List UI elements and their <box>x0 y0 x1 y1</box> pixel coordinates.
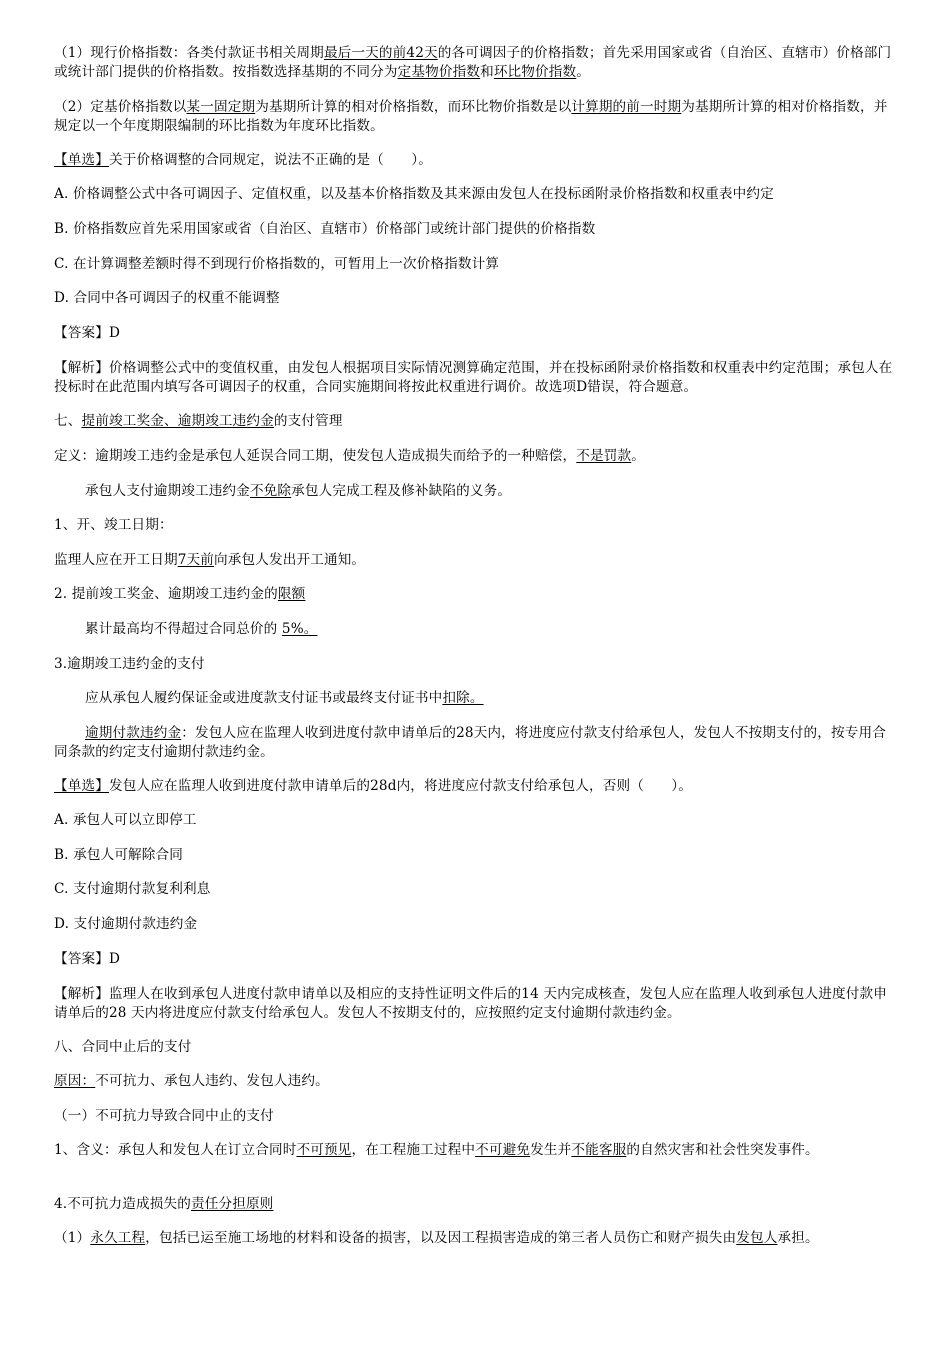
item-3-heading <box>54 655 896 674</box>
underlined-text: 不是罚款 <box>576 448 632 464</box>
text-run: 1、含义：承包人和发包人在订立合同时 <box>54 1142 297 1158</box>
text-run: 【答案】D <box>54 951 121 967</box>
text-run: ：发包人应在监理人收到进度付款申请单后的28天内，将进度应付款支付给承包人，发包人不按期支付的，按专用合同条款的约定支付逾期付款违约金。 <box>54 725 886 760</box>
item-2-heading <box>54 585 896 604</box>
text-run: 应从承包人履约保证金或进度款支付证书或最终支付证书中 <box>85 690 443 706</box>
limit-rule <box>85 620 896 639</box>
question-1-stem <box>54 151 896 170</box>
text-run: 八、合同中止后的支付 <box>54 1039 192 1055</box>
definition-delay-penalty <box>54 447 896 466</box>
question-1-option-b <box>54 220 896 239</box>
underlined-text: 不免除 <box>249 483 292 499</box>
question-2-answer <box>54 950 896 969</box>
underlined-text: 责任分担原则 <box>190 1196 274 1212</box>
text-run: 为基期所计算的相对价格指数，而环比物价指数是以 <box>255 99 572 115</box>
underlined-text: 不能客服 <box>571 1142 627 1158</box>
start-notice-rule <box>54 551 896 570</box>
underlined-text: 7天前 <box>177 552 214 568</box>
item-4-heading <box>54 1195 896 1214</box>
subsection-1-heading <box>54 1107 896 1126</box>
question-2-option-b <box>54 846 896 865</box>
underlined-text: 【单选】 <box>54 778 109 794</box>
question-2-option-d <box>54 915 896 934</box>
underlined-text: 5%。 <box>281 621 318 637</box>
question-2-explanation <box>54 985 896 1023</box>
text-run: D. 合同中各可调因子的权重不能调整 <box>54 290 280 306</box>
text-run: A. 价格调整公式中各可调因子、定值权重，以及基本价格指数及其来源由发包人在投标函附录价格指数和权重表中约定 <box>54 186 774 202</box>
underlined-text: 逾期付款违约金 <box>85 725 182 741</box>
text-run: 【解析】监理人在收到承包人进度付款申请单以及相应的支持性证明文件后的14 天内完成核查，发包人应在监理人收到承包人进度付款申请单后的28 天内将进度应付款支付给承包人。发包人不按期支付的，应按照约定支付逾期付款违约金。 <box>54 986 887 1021</box>
text-run: B. 承包人可解除合同 <box>54 847 184 863</box>
underlined-text: 最后一天的前42天 <box>323 45 438 61</box>
text-run: ，在工程施工过程中 <box>351 1142 476 1158</box>
text-run: A. 承包人可以立即停工 <box>54 812 197 828</box>
text-run: 定义：逾期竣工违约金是承包人延误合同工期，使发包人造成损失而给予的一种赔偿， <box>54 448 577 464</box>
section-7-heading <box>54 412 896 431</box>
underlined-text: 提前竣工奖金、逾期竣工违约金 <box>81 413 274 429</box>
text-run: （1）现行价格指数：各类付款证书相关周期 <box>54 45 324 61</box>
text-run: 的各可调因子的价格指数；首先采用国家或省（自治区、直辖市）价格部门或统计部门提供的价格指数。按指数选择基期的不同分为 <box>54 45 892 80</box>
section-8-heading <box>54 1038 896 1057</box>
underlined-text: 原因： <box>54 1073 96 1089</box>
question-2-option-c <box>54 880 896 899</box>
item-1-heading <box>54 516 896 535</box>
paragraph-current-price-index <box>54 44 896 82</box>
text-run: 承包人完成工程及修补缺陷的义务。 <box>291 483 512 499</box>
underlined-text: 计算期的前一时期 <box>571 99 682 115</box>
question-1-option-a <box>54 185 896 204</box>
late-payment-penalty-rule <box>54 724 896 762</box>
text-run: C. 支付逾期付款复利利息 <box>54 881 211 897</box>
text-run: 不可抗力、承包人违约、发包人违约。 <box>95 1073 329 1089</box>
termination-causes <box>54 1072 896 1091</box>
text-run: 关于价格调整的合同规定，说法不正确的是（ ）。 <box>108 152 433 168</box>
text-run: 4.不可抗力造成损失的 <box>54 1196 191 1212</box>
text-run: 发包人应在监理人收到进度付款申请单后的28d内，将进度应付款支付给承包人，否则（ ）。 <box>108 778 693 794</box>
text-run: 向承包人发出开工通知。 <box>214 552 366 568</box>
text-run: 承担。 <box>777 1230 819 1246</box>
underlined-text: 限额 <box>277 586 306 602</box>
text-run: 和 <box>480 64 494 80</box>
text-run: （2）定基价格指数以 <box>54 99 187 115</box>
paragraph-base-price-index <box>54 98 896 136</box>
underlined-text: 扣除。 <box>442 690 484 706</box>
question-1-option-d <box>54 289 896 308</box>
text-run: （一）不可抗力导致合同中止的支付 <box>54 1108 274 1124</box>
underlined-text: 不可避免 <box>475 1142 531 1158</box>
text-run: 的支付管理 <box>273 413 343 429</box>
question-1-answer <box>54 324 896 343</box>
question-1-option-c <box>54 255 896 274</box>
question-2-stem <box>54 777 896 796</box>
text-run: 七、 <box>54 413 82 429</box>
question-2-option-a <box>54 811 896 830</box>
underlined-text: 永久工程 <box>90 1230 146 1246</box>
underlined-text: 发包人 <box>736 1230 778 1246</box>
text-run: 的自然灾害和社会性突发事件。 <box>626 1142 819 1158</box>
force-majeure-definition <box>54 1141 896 1160</box>
text-run: 监理人应在开工日期 <box>54 552 178 568</box>
underlined-text: 定基物价指数 <box>397 64 481 80</box>
penalty-obligation-note <box>85 482 896 501</box>
question-1-explanation <box>54 359 896 397</box>
underlined-text: 环比物价指数 <box>493 64 577 80</box>
text-run: ，包括已运至施工场地的材料和设备的损害，以及因工程损害造成的第三者人员伤亡和财产损失由 <box>145 1230 737 1246</box>
text-run: 累计最高均不得超过合同总价的 <box>85 621 282 637</box>
text-run: 。 <box>576 64 591 80</box>
underlined-text: 某一固定期 <box>186 99 256 115</box>
permanent-works-rule <box>54 1229 896 1248</box>
text-run: 承包人支付逾期竣工违约金 <box>85 483 250 499</box>
text-run: 【答案】D <box>54 325 121 341</box>
text-run: 。 <box>631 448 645 464</box>
text-run: 为基期所计算的相对价格指数，并规定以一个年度期限编制的环比指数为年度环比指数。 <box>54 99 888 134</box>
text-run: 【解析】价格调整公式中的变值权重，由发包人根据项目实际情况测算确定范围，并在投标函附录价格指数和权重表中约定范围；承包人在投标时在此范围内填写各可调因子的权重，合同实施期间将按此权重进行调价。故选项D错误，符合题意。 <box>54 360 893 395</box>
text-run: 2. 提前竣工奖金、逾期竣工违约金的 <box>54 586 278 602</box>
underlined-text: 【单选】 <box>54 152 109 168</box>
deduction-rule <box>85 689 896 708</box>
text-run: C. 在计算调整差额时得不到现行价格指数的，可暂用上一次价格指数计算 <box>54 256 500 272</box>
underlined-text: 不可预见 <box>296 1142 352 1158</box>
text-run: D. 支付逾期付款违约金 <box>54 916 198 932</box>
text-run: 1、开、竣工日期： <box>54 517 173 533</box>
text-run: 发生并 <box>530 1142 572 1158</box>
text-run: （1） <box>54 1230 91 1246</box>
text-run: 3.逾期竣工违约金的支付 <box>54 656 205 672</box>
text-run: B. 价格指数应首先采用国家或省（自治区、直辖市）价格部门或统计部门提供的价格指数 <box>54 221 596 237</box>
